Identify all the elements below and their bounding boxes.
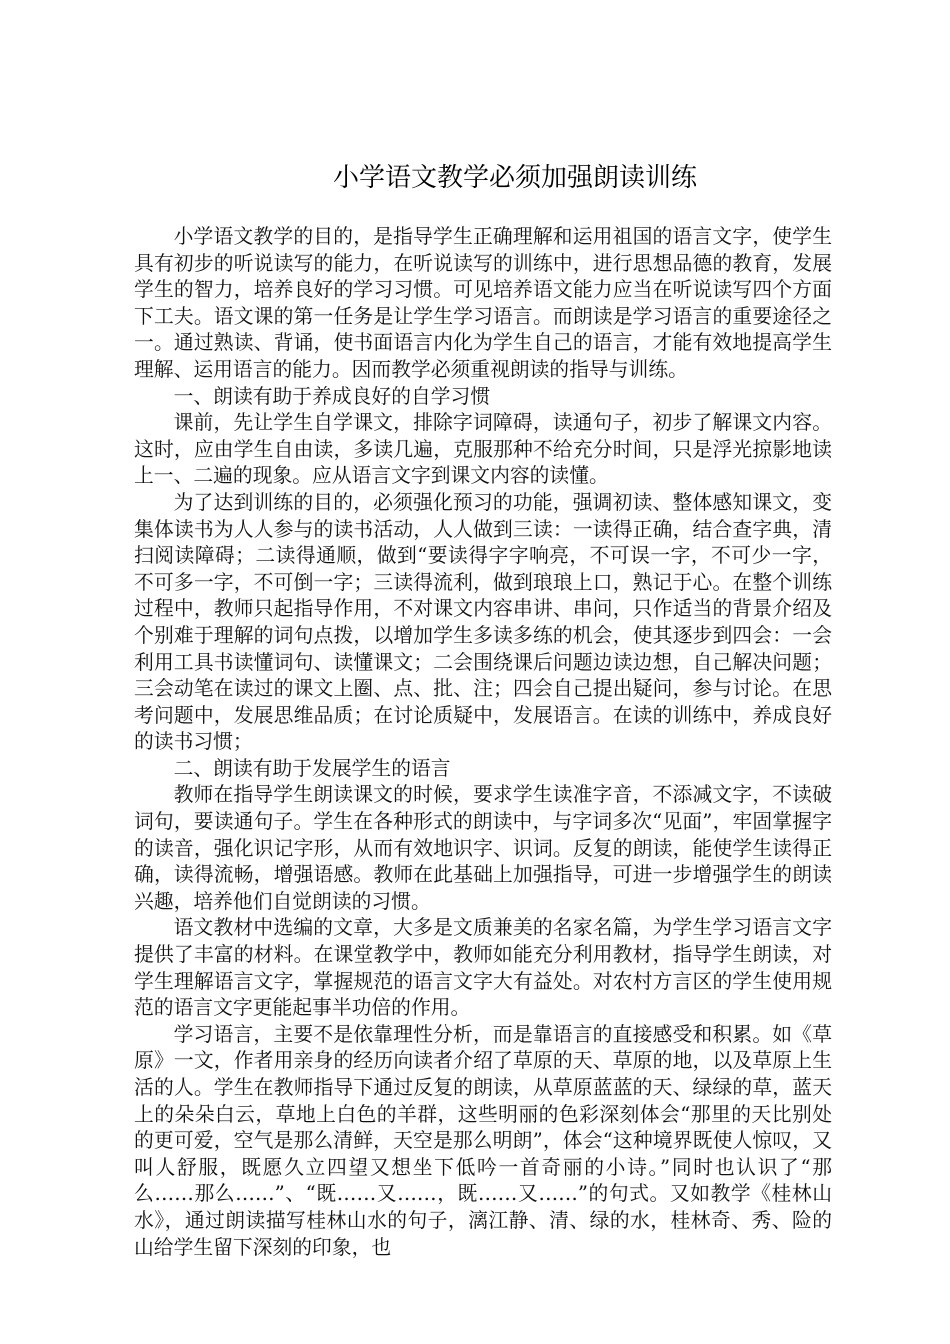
section-heading-1: 一、朗读有助于养成良好的自学习惯 [173, 384, 491, 408]
paragraph-intro: 小学语文教学的目的，是指导学生正确理解和运用祖国的语言文字，使学生具有初步的听说读写的能力，在听说读写的训练中，进行思想品德的教育，发展学生的智力，培养良好的学习习惯。可见培养语文能力应当在听说读写四个方面下工夫。语文课的第一任务是让学生学习语言。而朗读是学习语言的重要途径之一。通过熟读、背诵，使书面语言内化为学生自己的语言，才能有效地提高学生理解、运用语言的能力。因而教学必须重视朗读的指导与训练。 [134, 225, 832, 381]
paragraph: 为了达到训练的目的，必须强化预习的功能，强调初读、整体感知课文，变集体读书为人人参与的读书活动，人人做到三读：一读得正确，结合查字典，清扫阅读障碍；二读得通顺，做到“要读得字字响亮，不可误一字，不可少一字，不可多一字，不可倒一字；三读得流利，做到琅琅上口，熟记于心。在整个训练过程中，教师只起指导作用，不对课文内容串讲、串问，只作适当的背景介绍及个别难于理解的词句点拨，以增加学生多读多练的机会，使其逐步到四会：一会利用工具书读懂词句、读懂课文；二会围绕课后问题边读边想，自己解决问题；三会动笔在读过的课文上圈、点、批、注；四会自己提出疑问，参与讨论。在思考问题中，发展思维品质；在讨论质疑中，发展语言。在读的训练中，养成良好的读书习惯； [134, 490, 832, 754]
section-heading-2: 二、朗读有助于发展学生的语言 [173, 756, 451, 780]
document-title: 小学语文教学必须加强朗读训练 [332, 163, 697, 193]
paragraph: 学习语言，主要不是依靠理性分析，而是靠语言的直接感受和积累。如《草原》一文，作者用亲身的经历向读者介绍了草原的天、草原的地，以及草原上生活的人。学生在教师指导下通过反复的朗读，从草原蓝蓝的天、绿绿的草，蓝天上的朵朵白云，草地上白色的羊群，这些明丽的色彩深刻体会“那里的天比别处的更可爱，空气是那么清鲜，天空是那么明朗”，体会“这种境界既使人惊叹，又叫人舒服，既愿久立四望又想坐下低吟一首奇丽的小诗。”同时也认识了“那么……那么……”、“既……又……，既……又……”的句式。又如教学《桂林山水》，通过朗读描写桂林山水的句子，漓江静、清、绿的水，桂林奇、秀、险的山给学生留下深刻的印象，也 [134, 1022, 832, 1259]
paragraph: 语文教材中选编的文章，大多是文质兼美的名家名篇，为学生学习语言文字提供了丰富的材料。在课堂教学中，教师如能充分利用教材，指导学生朗读，对学生理解语言文字，掌握规范的语言文字大有益处。对农村方言区的学生使用规范的语言文字更能起事半功倍的作用。 [134, 916, 832, 1020]
document-body [134, 224, 832, 1261]
paragraph: 教师在指导学生朗读课文的时候，要求学生读准字音，不添减文字，不读破词句，要读通句子。学生在各种形式的朗读中，与字词多次“见面”，牢固掌握字的读音，强化识记字形，从而有效地识字、识词。反复的朗读，能使学生读得正确，读得流畅，增强语感。教师在此基础上加强指导，可进一步增强学生的朗读兴趣，培养他们自觉朗读的习惯。 [134, 783, 832, 913]
paragraph: 课前，先让学生自学课文，排除字词障碍，读通句子，初步了解课文内容。这时，应由学生自由读，多读几遍，克服那种不给充分时间，只是浮光掠影地读上一、二遍的现象。应从语言文字到课文内容的读懂。 [134, 411, 832, 488]
